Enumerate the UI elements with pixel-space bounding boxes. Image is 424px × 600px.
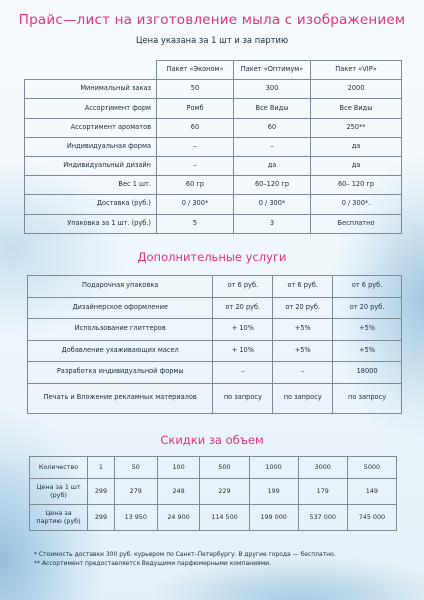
table-cell: – — [157, 156, 234, 175]
row-label: Печать и Вложение рекламных материалов — [28, 383, 213, 413]
table-row — [25, 118, 402, 137]
table-cell: 114 500 — [200, 505, 249, 531]
table-row — [25, 176, 402, 195]
table-cell: 299 — [88, 505, 115, 531]
column-header: Пакет «VIP» — [311, 61, 402, 80]
services-table — [27, 275, 402, 414]
table-cell: + 10% — [213, 340, 273, 362]
table-row — [28, 297, 402, 319]
row-label: Ассортимент форм — [25, 99, 157, 118]
services-title: Дополнительные услуги — [137, 250, 287, 264]
table-cell: 3000 — [298, 457, 347, 479]
table-row — [25, 156, 402, 175]
table-cell: от 6 руб. — [273, 276, 333, 298]
table-row — [30, 505, 397, 531]
table-cell: 24 900 — [157, 505, 200, 531]
row-label: Цена за партию (руб) — [30, 505, 88, 531]
table-cell: 100 — [157, 457, 200, 479]
row-label: Добавление ухаживающих масел — [28, 340, 213, 362]
table-row — [25, 80, 402, 99]
table-cell: 199 000 — [249, 505, 298, 531]
table-cell: 229 — [200, 479, 249, 505]
table-cell: 0 / 300* — [157, 195, 234, 214]
footnote-delivery: * Стоимость доставки 300 руб. курьером по Санкт–Петербургу. В другие города — бесплатно. — [34, 551, 336, 558]
table-cell: + 10% — [213, 319, 273, 341]
table-cell: 3 — [234, 214, 311, 233]
table-cell: 13 950 — [114, 505, 157, 531]
footnote-assortment: ** Ассортимент предоставляется Ведущими парфюмерными компаниями. — [34, 559, 271, 567]
table-cell: от 6 руб. — [213, 276, 273, 298]
table-cell: – — [234, 137, 311, 156]
table-cell: от 20 руб. — [273, 297, 333, 319]
table-row — [28, 383, 402, 413]
table-cell: 500 — [200, 457, 249, 479]
discount-title: Скидки за объем — [160, 433, 264, 447]
row-label: Подарочная упаковка — [28, 276, 213, 298]
table-cell: – — [273, 362, 333, 384]
table-cell: 537 000 — [298, 505, 347, 531]
packages-table — [24, 60, 402, 234]
table-cell: 0 / 300* — [234, 195, 311, 214]
table-row — [25, 214, 402, 233]
row-label: Доставка (руб.) — [25, 195, 157, 214]
table-cell: да — [234, 156, 311, 175]
table-cell: – — [213, 362, 273, 384]
table-cell: Все Виды — [234, 99, 311, 118]
table-cell: +5% — [333, 340, 402, 362]
table-cell: 299 — [88, 479, 115, 505]
row-label: Индивидуальная форма — [25, 137, 157, 156]
table-cell: 5 — [157, 214, 234, 233]
table-cell: 149 — [347, 479, 396, 505]
table-cell: 50 — [157, 80, 234, 99]
table-cell: +5% — [333, 319, 402, 341]
table-row — [25, 195, 402, 214]
table-row — [30, 457, 397, 479]
table-cell: Ромб — [157, 99, 234, 118]
table-cell: +5% — [273, 319, 333, 341]
table-cell: 50 — [114, 457, 157, 479]
table-cell: 60 гр — [157, 176, 234, 195]
column-header: Пакет «Оптимум» — [234, 61, 311, 80]
table-cell: Все Виды — [311, 99, 402, 118]
row-label: Разработка индивидуальной формы — [28, 362, 213, 384]
table-cell: от 20 руб. — [213, 297, 273, 319]
table-cell: – — [157, 137, 234, 156]
table-row — [28, 319, 402, 341]
table-row — [28, 276, 402, 298]
table-header-row — [25, 61, 402, 80]
row-label: Ассортимент ароматов — [25, 118, 157, 137]
table-cell: да — [311, 156, 402, 175]
table-cell: 18000 — [333, 362, 402, 384]
table-cell: 249 — [157, 479, 200, 505]
table-cell: 199 — [249, 479, 298, 505]
table-cell: 300 — [234, 80, 311, 99]
row-label: Использование глиттеров — [28, 319, 213, 341]
table-cell: 0 / 300*. — [311, 195, 402, 214]
table-row — [25, 137, 402, 156]
table-cell: 250** — [311, 118, 402, 137]
table-cell: 60– 120 гр — [311, 176, 402, 195]
table-cell: 2000 — [311, 80, 402, 99]
row-label: Упаковка за 1 шт. (руб.) — [25, 214, 157, 233]
row-label: Индивидуальный дизайн — [25, 156, 157, 175]
table-cell: да — [311, 137, 402, 156]
table-row — [28, 362, 402, 384]
table-row — [25, 99, 402, 118]
table-cell: от 6 руб. — [333, 276, 402, 298]
page-title: Прайс—лист на изготовление мыла с изображением — [18, 12, 406, 28]
row-label: Вес 1 шт. — [25, 176, 157, 195]
page-subtitle: Цена указана за 1 шт и за партию — [135, 35, 289, 45]
table-cell: 179 — [298, 479, 347, 505]
footnotes — [34, 551, 414, 568]
table-cell: Бесплатно — [311, 214, 402, 233]
column-header: Пакет «Эконом» — [157, 61, 234, 80]
row-label: Дизайнерское оформление — [28, 297, 213, 319]
table-cell: 1000 — [249, 457, 298, 479]
table-cell: от 20 руб. — [333, 297, 402, 319]
discount-table — [29, 456, 397, 531]
table-cell: 745 000 — [347, 505, 396, 531]
row-label: Цена за 1 шт (руб) — [30, 479, 88, 505]
table-cell: 60 — [157, 118, 234, 137]
table-row — [28, 340, 402, 362]
table-cell: +5% — [273, 340, 333, 362]
table-row — [30, 479, 397, 505]
row-label: Минимальный заказ — [25, 80, 157, 99]
table-corner-cell — [25, 61, 157, 80]
table-cell: по запросу — [273, 383, 333, 413]
table-cell: 5000 — [347, 457, 396, 479]
table-cell: 60 — [234, 118, 311, 137]
table-cell: по запросу — [333, 383, 402, 413]
table-cell: 1 — [88, 457, 115, 479]
table-cell: 279 — [114, 479, 157, 505]
table-cell: по запросу — [213, 383, 273, 413]
row-label: Количество — [30, 457, 88, 479]
table-cell: 60–120 гр — [234, 176, 311, 195]
